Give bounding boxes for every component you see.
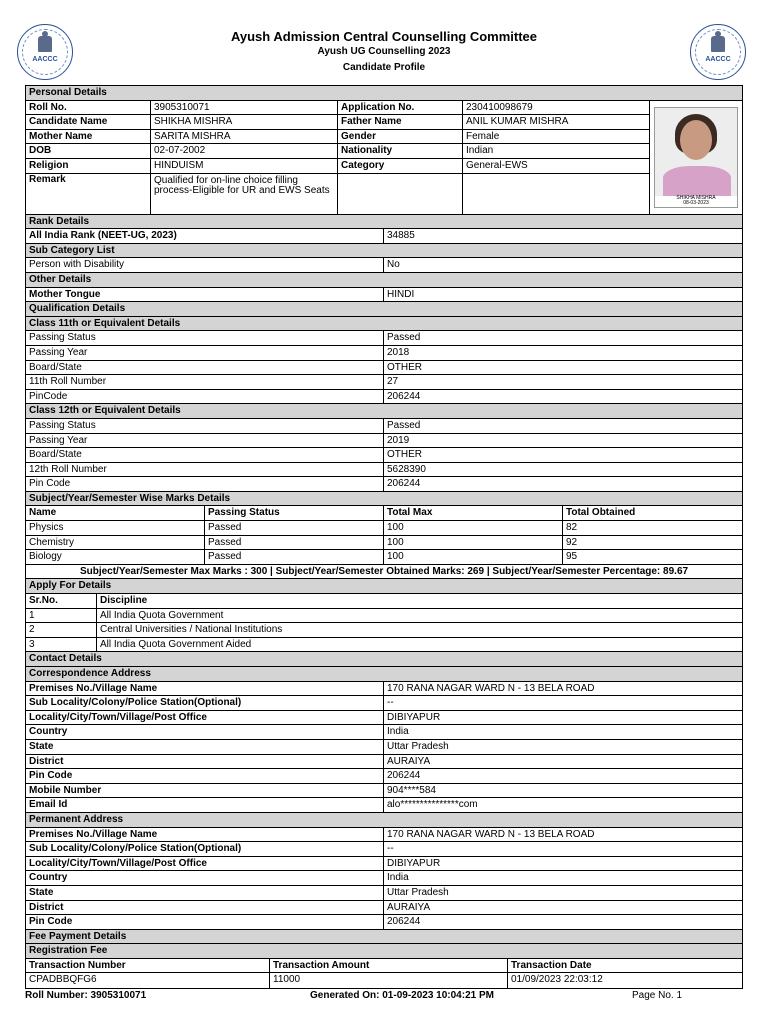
class-11-label: Passing Year [26, 346, 384, 360]
address-label: Country [26, 871, 384, 885]
permanent-title: Permanent Address [26, 813, 742, 828]
address-value: 206244 [387, 916, 421, 928]
section-rank-details: Rank Details [26, 215, 742, 230]
address-value: 206244 [387, 770, 421, 782]
marks-title: Subject/Year/Semester Wise Marks Details [26, 492, 742, 507]
marks-cell: 95 [566, 551, 578, 563]
address-label: Premises No./Village Name [26, 828, 384, 842]
address-value: DIBIYAPUR [387, 711, 441, 723]
photo-face [680, 120, 712, 160]
apply-header-cell: Sr.No. [26, 594, 97, 608]
photo-caption-date: 08-03-2023 [683, 200, 709, 207]
candidate-photo [654, 107, 738, 208]
section-qualification: Qualification Details [26, 302, 742, 317]
field-label: Roll No. [26, 101, 151, 115]
address-label: State [26, 740, 384, 754]
marks-header-cell: Total Obtained [566, 507, 636, 519]
field-label: Father Name [338, 115, 463, 129]
address-row [26, 915, 742, 930]
class-11-value: 27 [387, 376, 399, 388]
address-label: Country [26, 725, 384, 739]
address-value: DIBIYAPUR [387, 857, 441, 869]
address-label: Sub Locality/Colony/Police Station(Optional) [26, 696, 384, 710]
photo-caption [655, 196, 737, 208]
class-12-row [26, 434, 742, 449]
class-11-value: OTHER [387, 361, 422, 373]
field-label: Nationality [338, 144, 463, 158]
field-value: 02-07-2002 [151, 144, 338, 158]
footer-roll-number: Roll Number: 3905310071 [25, 990, 147, 1001]
personal-details-block [26, 101, 742, 215]
page-header [0, 0, 768, 84]
section-sub-category: Sub Category List [26, 244, 742, 259]
class-11-title: Class 11th or Equivalent Details [26, 317, 742, 332]
address-value: 170 RANA NAGAR WARD N - 13 BELA ROAD [387, 828, 595, 840]
class-12-value: 206244 [387, 478, 421, 490]
class-12-label: Passing Year [26, 434, 384, 448]
address-label: Mobile Number [26, 784, 384, 798]
remark-value: Qualified for on-line choice filling process-Eligible for UR and EWS Seats [151, 174, 338, 214]
class-12-value: Passed [387, 419, 421, 431]
apply-cell: All India Quota Government Aided [100, 638, 252, 650]
section-contact-details: Contact Details [26, 652, 742, 667]
address-label: Locality/City/Town/Village/Post Office [26, 857, 384, 871]
section-fee-payment: Fee Payment Details [26, 930, 742, 945]
footer-page-number: Page No. 1 [632, 990, 683, 1001]
address-row [26, 769, 742, 784]
field-value: 230410098679 [466, 101, 533, 113]
apply-header-row [26, 594, 742, 609]
class-11-label: 11th Roll Number [26, 375, 384, 389]
address-label: District [26, 901, 384, 915]
marks-header-cell: Total Max [384, 506, 563, 520]
address-row [26, 901, 742, 916]
address-value: Uttar Pradesh [387, 740, 449, 752]
fee-header-cell: Transaction Amount [270, 959, 508, 973]
class-11-label: Board/State [26, 361, 384, 375]
class-11-value: 2018 [387, 346, 410, 358]
marks-cell: 100 [384, 521, 563, 535]
marks-cell: 92 [566, 536, 578, 548]
class-12-value: 5628390 [387, 463, 426, 475]
field-label: DOB [26, 144, 151, 158]
address-row [26, 682, 742, 697]
class-12-value: OTHER [387, 449, 422, 461]
fee-cell: 11000 [270, 973, 508, 988]
address-value: India [387, 726, 409, 738]
correspondence-title: Correspondence Address [26, 667, 742, 682]
address-label: Premises No./Village Name [26, 682, 384, 696]
field-value: Indian [466, 145, 494, 157]
photo-caption-name: SHIKHA MISHRA [676, 194, 716, 201]
subcat-value: No [387, 259, 400, 271]
apply-cell: 3 [26, 638, 97, 652]
address-row [26, 755, 742, 770]
marks-header-cell: Passing Status [205, 506, 384, 520]
address-row [26, 798, 742, 813]
personal-row [26, 159, 649, 174]
marks-cell: Passed [205, 536, 384, 550]
remark-row [26, 174, 649, 214]
class-12-row [26, 419, 742, 434]
address-row [26, 857, 742, 872]
logo-text: AACCC [32, 56, 58, 63]
address-value: Uttar Pradesh [387, 886, 449, 898]
class-12-row [26, 477, 742, 492]
rank-row [26, 229, 742, 244]
address-label: Email Id [26, 798, 384, 812]
mother-tongue-label: Mother Tongue [26, 288, 384, 302]
field-label: Candidate Name [26, 115, 151, 129]
field-value: SARITA MISHRA [151, 130, 338, 144]
apply-row [26, 609, 742, 624]
fee-cell: 01/09/2023 22:03:12 [511, 974, 603, 986]
remark-label: Remark [26, 174, 151, 214]
marks-row [26, 536, 742, 551]
mother-tongue-value: HINDI [387, 288, 415, 300]
marks-row [26, 550, 742, 565]
apply-cell: 2 [26, 623, 97, 637]
address-value: -- [387, 843, 394, 855]
address-row [26, 842, 742, 857]
field-value: Female [466, 130, 500, 142]
personal-row [26, 130, 649, 145]
field-label: Category [338, 159, 463, 173]
apply-cell: 1 [26, 609, 97, 623]
class-12-title: Class 12th or Equivalent Details [26, 404, 742, 419]
class-12-row [26, 448, 742, 463]
fee-header-cell: Transaction Number [26, 959, 270, 973]
fee-header-cell: Transaction Date [511, 959, 592, 971]
field-label: Religion [26, 159, 151, 173]
section-apply-for: Apply For Details [26, 579, 742, 594]
address-value: 904****584 [387, 784, 436, 796]
field-value: HINDUISM [151, 159, 338, 173]
rank-value: 34885 [387, 230, 415, 242]
footer-generated-on: Generated On: 01-09-2023 10:04:21 PM [310, 990, 494, 1001]
marks-cell: 100 [384, 550, 563, 564]
aaccc-logo-right [690, 24, 746, 80]
subcat-row [26, 258, 742, 273]
marks-cell: Passed [205, 521, 384, 535]
address-label: District [26, 755, 384, 769]
field-value: 3905310071 [151, 101, 338, 115]
page-title: Ayush Admission Central Counselling Committee [230, 29, 538, 44]
fee-header-row [26, 959, 742, 974]
field-value: SHIKHA MISHRA [151, 115, 338, 129]
marks-cell: Passed [205, 550, 384, 564]
address-label: Locality/City/Town/Village/Post Office [26, 711, 384, 725]
marks-cell: Biology [26, 550, 205, 564]
address-label: State [26, 886, 384, 900]
class-11-row [26, 375, 742, 390]
address-value: -- [387, 697, 394, 709]
class-12-row [26, 463, 742, 478]
class-11-row [26, 331, 742, 346]
address-value: 170 RANA NAGAR WARD N - 13 BELA ROAD [387, 682, 595, 694]
remark-empty-cell [338, 174, 463, 214]
field-label: Gender [338, 130, 463, 144]
class-11-row [26, 390, 742, 405]
class-11-label: Passing Status [26, 331, 384, 345]
marks-row [26, 521, 742, 536]
address-row [26, 740, 742, 755]
personal-row [26, 101, 649, 116]
address-row [26, 886, 742, 901]
address-label: Pin Code [26, 915, 384, 929]
emblem-icon [711, 36, 725, 52]
class-12-label: Pin Code [26, 477, 384, 491]
mother-tongue-row [26, 288, 742, 303]
address-row [26, 725, 742, 740]
marks-cell: 82 [566, 522, 578, 534]
fee-cell: CPADBBQFG6 [26, 973, 270, 988]
class-11-value: 206244 [387, 390, 421, 402]
page-subtitle-2: Candidate Profile [342, 62, 426, 73]
field-value: ANIL KUMAR MISHRA [466, 116, 569, 128]
address-label: Sub Locality/Colony/Police Station(Optional) [26, 842, 384, 856]
address-value: alo***************com [387, 799, 478, 811]
apply-cell: All India Quota Government [100, 609, 224, 621]
candidate-profile-table [25, 85, 743, 989]
address-row [26, 711, 742, 726]
page-footer [0, 990, 768, 1004]
address-value: India [387, 872, 409, 884]
logo-text: AACCC [705, 56, 731, 63]
fee-row [26, 973, 742, 988]
personal-row [26, 115, 649, 130]
address-value: AURAIYA [387, 901, 431, 913]
marks-header-cell: Name [26, 506, 205, 520]
class-11-row [26, 346, 742, 361]
photo-cell [650, 101, 742, 214]
address-row [26, 784, 742, 799]
class-11-value: Passed [387, 332, 421, 344]
photo-body [663, 166, 731, 196]
marks-summary: Subject/Year/Semester Max Marks : 300 | Subject/Year/Semester Obtained Marks: 269 | Subject/Year/Semester Percentage: 89.67 [26, 565, 742, 580]
field-value: General-EWS [466, 159, 528, 171]
address-row [26, 828, 742, 843]
address-row [26, 871, 742, 886]
apply-cell: Central Universities / National Institutions [100, 624, 283, 636]
apply-row [26, 638, 742, 653]
class-12-label: Board/State [26, 448, 384, 462]
personal-row [26, 144, 649, 159]
class-12-value: 2019 [387, 434, 410, 446]
address-row [26, 696, 742, 711]
class-11-row [26, 361, 742, 376]
registration-fee-title: Registration Fee [26, 944, 742, 959]
personal-details-fields [26, 101, 650, 214]
rank-label: All India Rank (NEET-UG, 2023) [26, 229, 384, 243]
address-label: Pin Code [26, 769, 384, 783]
apply-row [26, 623, 742, 638]
marks-header-row [26, 506, 742, 521]
marks-cell: 100 [384, 536, 563, 550]
apply-header-cell: Discipline [100, 595, 148, 607]
subcat-label: Person with Disability [26, 258, 384, 272]
section-personal-details: Personal Details [26, 86, 742, 101]
class-12-label: Passing Status [26, 419, 384, 433]
class-11-label: PinCode [26, 390, 384, 404]
section-other-details: Other Details [26, 273, 742, 288]
marks-cell: Physics [26, 521, 205, 535]
remark-empty-cell [463, 174, 649, 214]
field-label: Mother Name [26, 130, 151, 144]
page-subtitle: Ayush UG Counselling 2023 [317, 46, 451, 57]
marks-cell: Chemistry [26, 536, 205, 550]
class-12-label: 12th Roll Number [26, 463, 384, 477]
field-label: Application No. [338, 101, 463, 115]
address-value: AURAIYA [387, 755, 431, 767]
